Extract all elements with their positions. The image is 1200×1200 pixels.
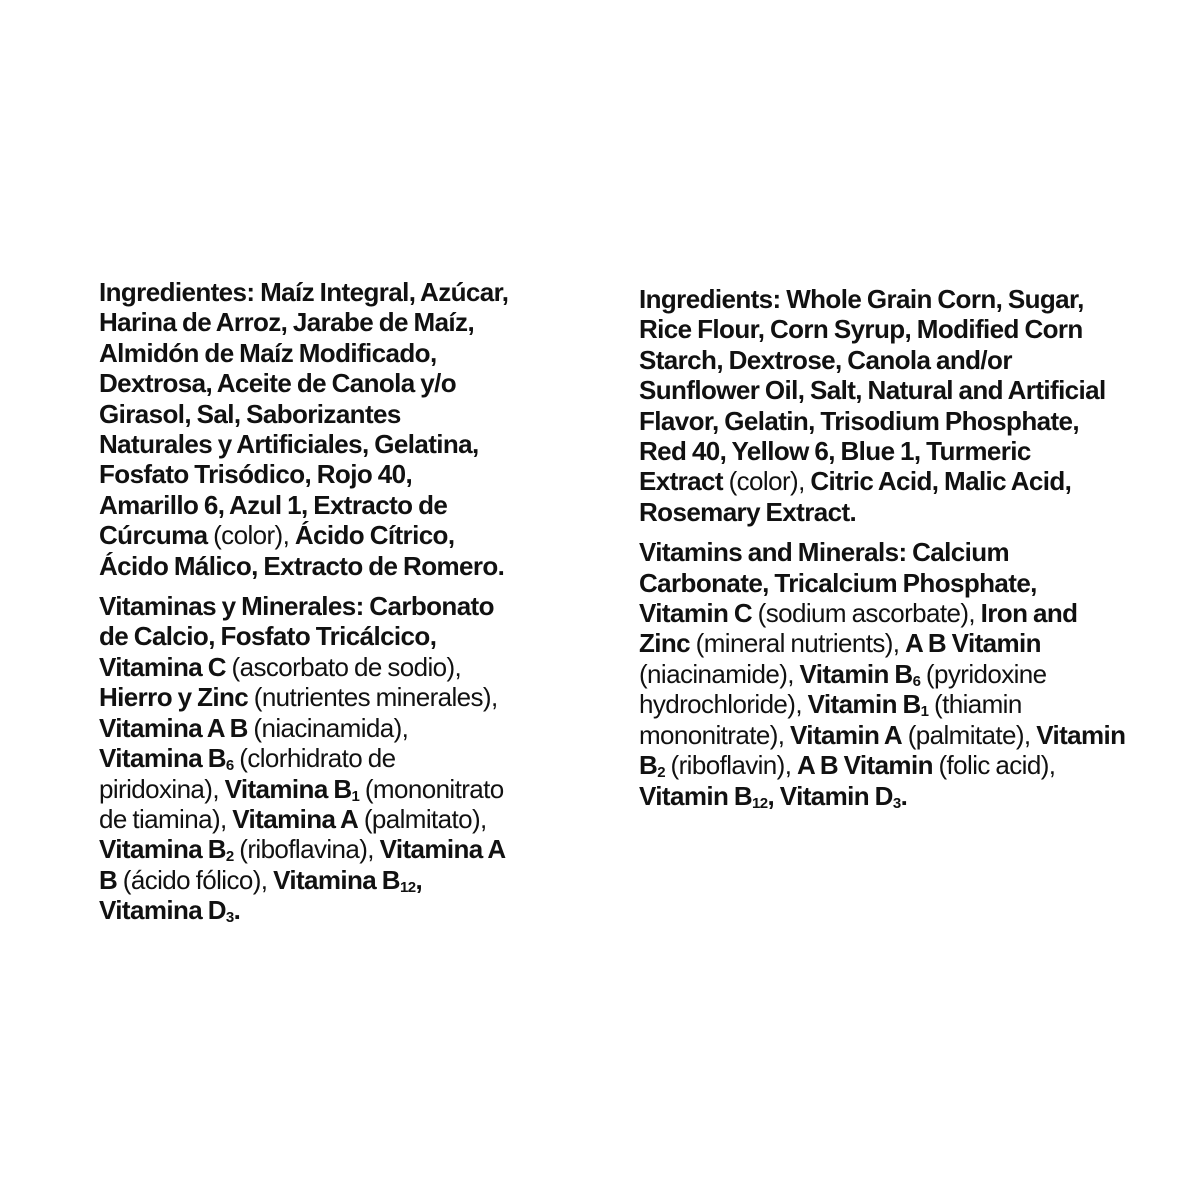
en-regular-text: (color),	[722, 466, 811, 497]
en-vitamins-line	[639, 719, 1126, 750]
en-vitamins-line: Carbonate, Tricalcium Phosphate,	[639, 567, 1037, 598]
es-bold-text: Hierro y Zinc	[99, 682, 249, 713]
es-subscript: 2	[225, 848, 234, 866]
es-vitamins-line	[99, 895, 519, 925]
en-ingredients-line: Flavor, Gelatin, Trisodium Phosphate,	[639, 405, 1080, 436]
es-bold-text: Vitamina A	[232, 803, 359, 834]
en-subscript: 3	[892, 794, 901, 812]
es-regular-text: (riboflavina),	[233, 834, 380, 865]
es-regular-text: (palmitato),	[358, 803, 487, 834]
es-bold-text: .	[233, 895, 241, 926]
spanish-vitamins-paragraph	[99, 591, 519, 925]
es-ingredients-line: Amarillo 6, Azul 1, Extracto de	[99, 489, 448, 520]
en-regular-text: (thiamin	[928, 689, 1022, 720]
en-vitamins-line	[639, 750, 1119, 780]
english-ingredients-paragraph	[639, 284, 1119, 527]
en-bold-text: Extract	[639, 466, 723, 497]
es-ingredients-line: Almidón de Maíz Modificado,	[99, 337, 437, 368]
es-bold-text: Vitamina B	[99, 743, 226, 774]
en-bold-text: , Vitamin D	[767, 780, 893, 811]
en-bold-text: Vitamin	[1036, 719, 1126, 750]
en-regular-text: (niacinamide),	[639, 658, 800, 689]
es-vitamins-line	[99, 774, 519, 804]
en-bold-text: Vitamin B	[799, 658, 913, 689]
es-regular-text: (color),	[207, 520, 295, 551]
es-vitamins-line	[99, 652, 519, 682]
es-subscript: 12	[399, 878, 416, 896]
english-vitamins-paragraph	[639, 537, 1126, 812]
en-subscript: 6	[912, 672, 921, 690]
es-vitamins-line	[99, 834, 519, 864]
es-bold-text: Vitamina B	[273, 864, 400, 895]
en-vitamins-line	[639, 781, 1119, 811]
es-vitamins-line	[99, 713, 519, 743]
en-bold-text: .	[900, 780, 908, 811]
es-regular-text: piridoxina),	[99, 773, 225, 804]
en-vitamins-line	[639, 689, 1119, 719]
es-vitamins-line: Vitaminas y Minerales: Carbonato	[99, 591, 494, 622]
en-bold-text: Vitamin A	[790, 719, 903, 750]
en-bold-text: A B Vitamin	[796, 750, 933, 781]
en-regular-text: (folic acid),	[932, 750, 1056, 781]
en-bold-text: A B Vitamin	[905, 628, 1041, 659]
en-bold-text: Citric Acid, Malic Acid,	[810, 466, 1072, 497]
es-subscript: 3	[225, 909, 234, 927]
es-ingredients-line: Dextrosa, Aceite de Canola y/o	[99, 368, 457, 399]
en-subscript: 2	[657, 764, 665, 782]
en-vitamins-line: Vitamins and Minerals: Calcium	[639, 537, 1010, 568]
spanish-ingredients-paragraph	[99, 277, 519, 581]
es-ingredients-line: Harina de Arroz, Jarabe de Maíz,	[99, 307, 475, 338]
en-bold-text: Zinc	[639, 628, 691, 659]
en-regular-text: hydrochloride),	[639, 689, 808, 720]
es-regular-text: (ácido fólico),	[117, 864, 274, 895]
en-bold-text: Vitamin B	[639, 780, 753, 811]
es-bold-text: Vitamina A B	[99, 712, 248, 743]
es-ingredients-line	[99, 520, 519, 550]
en-bold-text: B	[639, 750, 658, 781]
es-subscript: 6	[225, 757, 234, 775]
es-bold-text: Vitamina D	[99, 895, 226, 926]
es-bold-text: Cúrcuma	[99, 520, 208, 551]
es-bold-text: Ácido Cítrico,	[294, 520, 455, 551]
en-regular-text: (palmitate),	[902, 719, 1037, 750]
en-subscript: 12	[752, 794, 768, 812]
es-ingredients-line: Fosfato Trisódico, Rojo 40,	[99, 459, 413, 490]
es-ingredients-line: Girasol, Sal, Saborizantes	[99, 398, 401, 429]
es-vitamins-line	[99, 682, 519, 712]
en-ingredients-line: Red 40, Yellow 6, Blue 1, Turmeric	[639, 436, 1031, 467]
en-ingredients-line: Sunflower Oil, Salt, Natural and Artificial	[639, 375, 1106, 406]
en-vitamins-line	[639, 659, 1119, 689]
en-subscript: 1	[920, 703, 929, 721]
en-bold-text: Vitamin B	[807, 689, 921, 720]
es-bold-text: Vitamina A	[379, 834, 506, 865]
en-regular-text: (mineral nutrients),	[690, 628, 906, 659]
es-vitamins-line	[99, 743, 519, 773]
en-ingredients-line: Rice Flour, Corn Syrup, Modified Corn	[639, 314, 1083, 345]
es-bold-text: Vitamina B	[224, 773, 352, 804]
en-regular-text: (pyridoxine	[920, 658, 1047, 689]
spanish-ingredients-panel	[99, 277, 519, 936]
en-vitamins-line	[639, 628, 1119, 658]
english-ingredients-panel	[639, 284, 1126, 821]
en-ingredients-line: Starch, Dextrose, Canola and/or	[639, 344, 1012, 375]
es-regular-text: de tiamina),	[99, 803, 233, 834]
es-vitamins-line	[99, 865, 519, 895]
es-bold-text: Vitamina B	[99, 834, 226, 865]
en-ingredients-line	[639, 466, 1119, 496]
en-regular-text: mononitrate),	[639, 719, 791, 750]
es-regular-text: (clorhidrato de	[233, 743, 396, 774]
en-ingredients-line: Rosemary Extract.	[639, 496, 857, 527]
en-ingredients-line: Ingredients: Whole Grain Corn, Sugar,	[639, 284, 1084, 314]
es-vitamins-line: de Calcio, Fosfato Tricálcico,	[99, 621, 437, 652]
en-regular-text: (riboflavin),	[664, 750, 797, 781]
es-ingredients-line: Naturales y Artificiales, Gelatina,	[99, 429, 479, 460]
es-bold-text: ,	[415, 864, 423, 895]
es-bold-text: Vitamina C	[99, 651, 226, 682]
en-bold-text: Iron and	[980, 598, 1078, 629]
es-ingredients-line: Ingredientes: Maíz Integral, Azúcar,	[99, 277, 509, 307]
en-regular-text: (sodium ascorbate),	[752, 598, 981, 629]
es-regular-text: (nutrientes minerales),	[248, 682, 498, 713]
es-bold-text: B	[99, 864, 118, 895]
es-subscript: 1	[351, 787, 360, 805]
es-ingredients-line: Ácido Málico, Extracto de Romero.	[99, 550, 505, 581]
en-vitamins-line	[639, 598, 1119, 628]
es-regular-text: (ascorbato de sodio),	[225, 651, 462, 682]
es-regular-text: (mononitrato	[359, 773, 504, 804]
en-bold-text: Vitamin C	[639, 598, 753, 629]
es-vitamins-line	[99, 804, 519, 834]
es-regular-text: (niacinamida),	[247, 712, 409, 743]
